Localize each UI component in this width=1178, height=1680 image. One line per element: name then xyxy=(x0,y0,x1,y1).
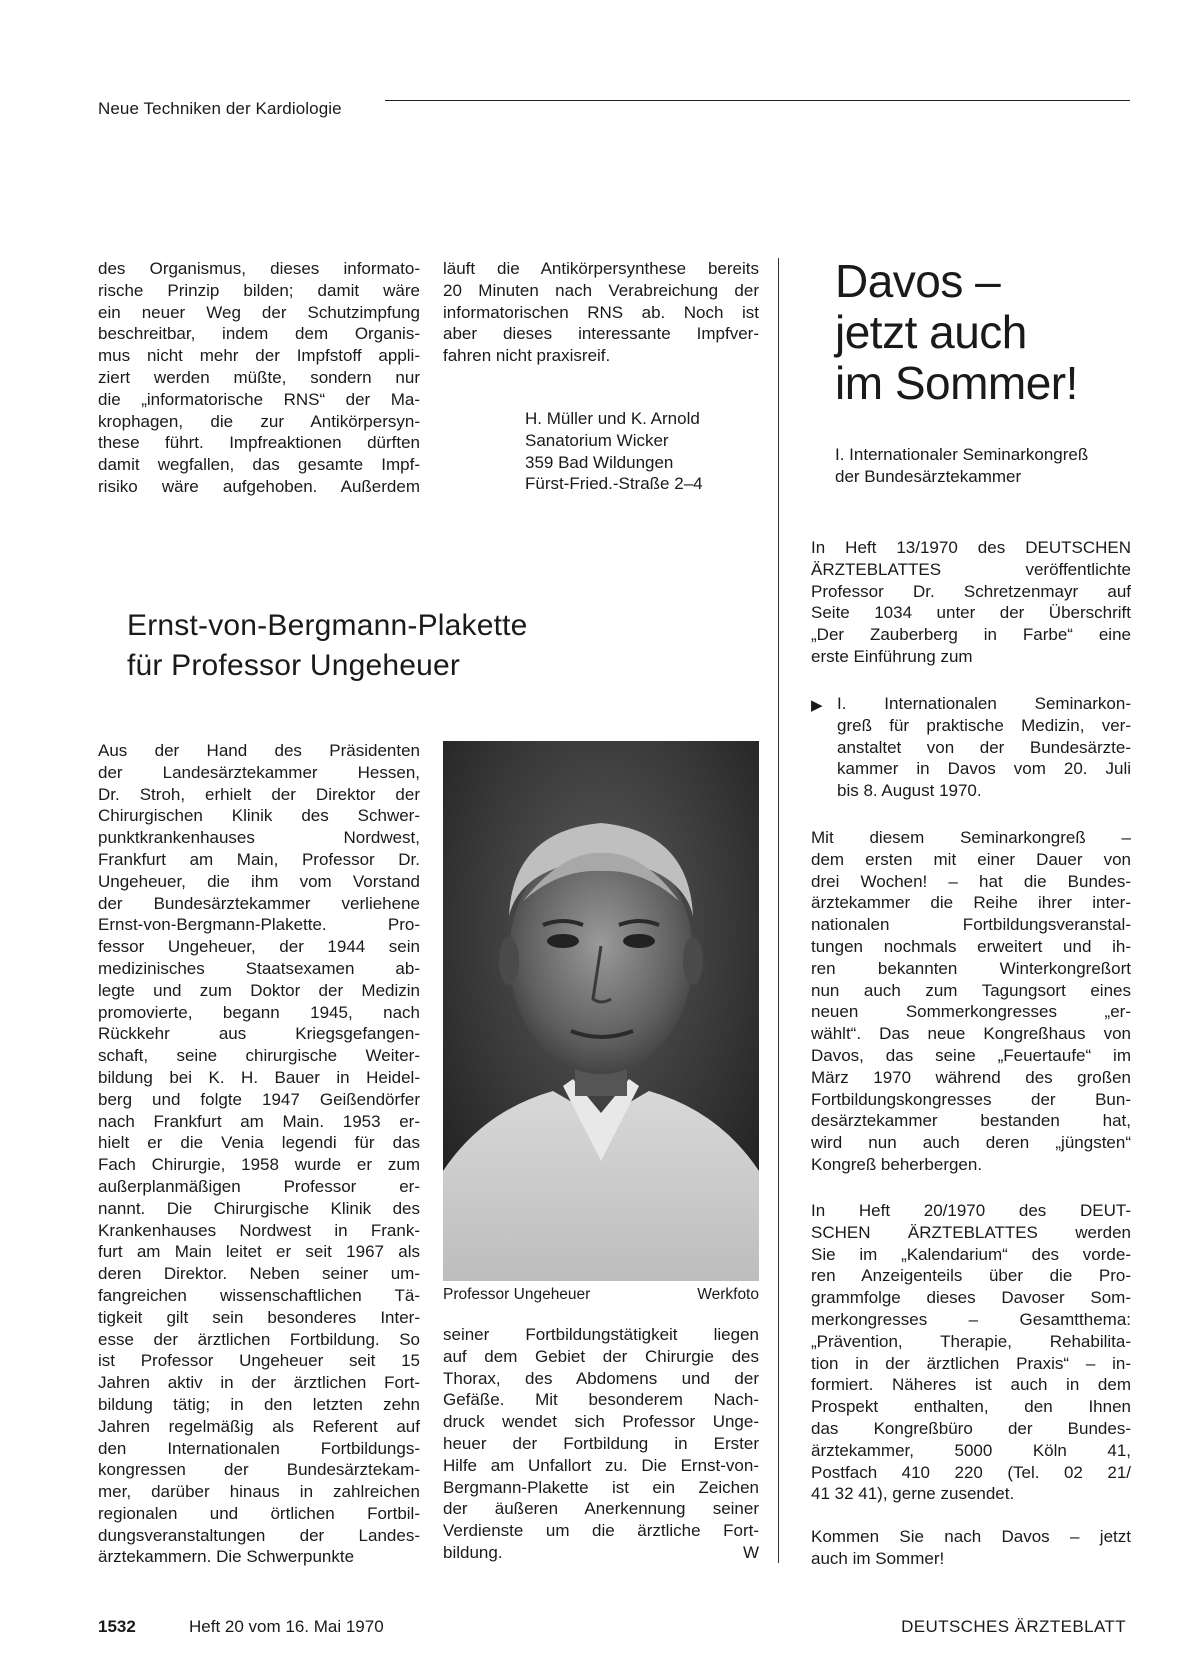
running-header: Neue Techniken der Kardiologie xyxy=(98,99,342,118)
signature-line: 359 Bad Wildungen xyxy=(525,452,674,472)
text-line: bildung bei K. H. Bauer in Heidel- xyxy=(98,1067,420,1087)
text-line: rische Prinzip bilden; damit wäre xyxy=(98,280,420,300)
text-line: 20 Minuten nach Verabreichung der xyxy=(443,280,759,300)
text-line: mus nicht mehr der Impfstoff appli- xyxy=(98,346,420,366)
davos-subhead xyxy=(835,444,1088,488)
text-line: Hilfe am Unfallort zu. Die Ernst-von- xyxy=(443,1455,759,1475)
text-line: Sie im „Kalendarium“ des vorde- xyxy=(811,1244,1131,1264)
text-line: „Prävention, Therapie, Rehabilita- xyxy=(811,1331,1131,1351)
text-line: bildung. W xyxy=(443,1542,759,1562)
text-line: fahren nicht praxisreif. xyxy=(443,346,611,366)
top-article-column-2 xyxy=(443,258,759,367)
text-line: Chirurgischen Klinik des Schwer- xyxy=(98,806,420,826)
headline-line: jetzt auch xyxy=(835,306,1027,358)
text-line: Fortbildungskongresses der Bun- xyxy=(811,1089,1131,1109)
text-line: drei Wochen! – hat die Bundes- xyxy=(811,871,1131,891)
text-line: Prospekt enthalten, den Ihnen xyxy=(811,1397,1131,1417)
plakette-title xyxy=(127,606,528,686)
text-line: der Bundesärztekammer verliehene xyxy=(98,893,420,913)
issue-info: Heft 20 vom 16. Mai 1970 xyxy=(189,1617,384,1636)
text-line: Aus der Hand des Präsidenten xyxy=(98,741,420,760)
text-line: esse der ärztlichen Fortbildung. So xyxy=(98,1329,420,1349)
subhead-line: I. Internationaler Seminarkongreß xyxy=(835,445,1089,464)
text-line: hielt er die Venia legendi für das xyxy=(98,1133,420,1153)
header-rule xyxy=(385,100,1130,101)
text-line: In Heft 13/1970 des DEUTSCHEN xyxy=(811,538,1131,557)
author-signature xyxy=(525,408,703,495)
text-line: berg und folgte 1947 Geißendörfer xyxy=(98,1089,420,1109)
text-line: Postfach 410 220 (Tel. 02 21/ xyxy=(811,1462,1131,1482)
text-line: kammer in Davos vom 20. Juli xyxy=(837,759,1131,779)
davos-paragraph-4 xyxy=(811,1200,1131,1505)
text-line: Frankfurt am Main, Professor Dr. xyxy=(98,849,420,869)
text-line: grammfolge dieses Davoser Som- xyxy=(811,1288,1131,1308)
title-line: für Professor Ungeheuer xyxy=(127,649,461,682)
author-initial: W xyxy=(742,1542,759,1562)
text-line: „Der Zauberberg in Farbe“ eine xyxy=(811,625,1131,645)
text-line: deren Direktor. Neben seiner um- xyxy=(98,1264,420,1284)
plakette-column-2 xyxy=(443,1324,759,1564)
text-line: 41 32 41), gerne zusendet. xyxy=(811,1484,1015,1504)
text-line: aber dieses interessante Impfver- xyxy=(443,324,759,344)
text-line: Krankenhauses Nordwest in Frank- xyxy=(98,1220,420,1240)
text-line: mer, darüber hinaus in zahlreichen xyxy=(98,1482,420,1502)
text-line: Dr. Stroh, erhielt der Direktor der xyxy=(98,784,420,804)
signature-line: H. Müller und K. Arnold xyxy=(525,409,700,428)
text-line: schaft, seine chirurgische Weiter- xyxy=(98,1046,420,1066)
headline-line: im Sommer! xyxy=(835,357,1078,409)
text-line: ein neuer Weg der Schutzimpfung xyxy=(98,302,420,322)
text-line: Mit diesem Seminarkongreß – xyxy=(811,828,1131,847)
top-article-column-1 xyxy=(98,258,420,498)
magazine-name: DEUTSCHES ÄRZTEBLATT xyxy=(901,1617,1126,1636)
davos-paragraph-2 xyxy=(837,693,1131,802)
text-line: neuen Sommerkongresses „er- xyxy=(811,1002,1131,1022)
text-line: SCHEN ÄRZTEBLATTES werden xyxy=(811,1222,1131,1242)
text-line: ärztekammer, 5000 Köln 41, xyxy=(811,1440,1131,1460)
text-line: Kongreß beherbergen. xyxy=(811,1154,983,1174)
text-line: nationalen Fortbildungsveranstal- xyxy=(811,915,1131,935)
text-line: bildung tätig; in den letzten zehn xyxy=(98,1394,420,1414)
text-line: den Internationalen Fortbildungs- xyxy=(98,1438,420,1458)
text-line: dungsveranstaltungen der Landes- xyxy=(98,1525,420,1545)
text-line: Jahren aktiv in der ärztlichen Fort- xyxy=(98,1373,420,1393)
davos-paragraph-1 xyxy=(811,537,1131,668)
text-line: damit wegfallen, das gesamte Impf- xyxy=(98,455,420,475)
text-line: März 1970 während des großen xyxy=(811,1067,1131,1087)
text-line: informatorischen RNS ab. Noch ist xyxy=(443,302,759,322)
arrow-icon: ▶ xyxy=(811,697,823,714)
text-line: furt am Main leitet er seit 1967 als xyxy=(98,1242,420,1262)
plakette-column-1 xyxy=(98,740,420,1568)
text-line: Bergmann-Plakette ist ein Zeichen xyxy=(443,1477,759,1497)
text-line: ziert werden müßte, sondern nur xyxy=(98,367,420,387)
text-line: Ungeheuer, die ihm vom Vorstand xyxy=(98,871,420,891)
text-line: Kommen Sie nach Davos – jetzt xyxy=(811,1527,1131,1546)
text-line: Jahren regelmäßig als Referent auf xyxy=(98,1416,420,1436)
davos-headline xyxy=(835,256,1078,409)
text-line: wählt“. Das neue Kongreßhaus von xyxy=(811,1024,1131,1044)
headline-line: Davos – xyxy=(835,255,1001,307)
text-line: desärztekammer bestanden hat, xyxy=(811,1111,1131,1131)
text-line: fangreichen wissenschaftlichen Tä- xyxy=(98,1285,420,1305)
text-line: In Heft 20/1970 des DEUT- xyxy=(811,1201,1131,1220)
portrait-photo xyxy=(443,741,759,1281)
text-line: these führt. Impfreaktionen dürften xyxy=(98,433,420,453)
text-line: Davos, das seine „Feuertaufe“ im xyxy=(811,1045,1131,1065)
text-line: fessor Ungeheuer, der 1944 sein xyxy=(98,937,420,957)
davos-paragraph-5 xyxy=(811,1526,1131,1570)
text-line: der äußeren Anerkennung seiner xyxy=(443,1499,759,1519)
signature-line: Sanatorium Wicker xyxy=(525,430,669,450)
text-line: dem ersten mit einer Dauer von xyxy=(811,849,1131,869)
text-line: I. Internationalen Seminarkon- xyxy=(837,694,1131,713)
text-line: auf dem Gebiet der Chirurgie des xyxy=(443,1346,759,1366)
text-line: ÄRZTEBLATTES veröffentlichte xyxy=(811,559,1131,579)
signature-line: Fürst-Fried.-Straße 2–4 xyxy=(525,474,703,494)
text-line: ärztekammer die Reihe ihrer inter- xyxy=(811,893,1131,913)
text-line: medizinisches Staatsexamen ab- xyxy=(98,958,420,978)
page-number: 1532 xyxy=(98,1617,136,1636)
text-line: ärztekammern. Die Schwerpunkte xyxy=(98,1547,355,1567)
text-line: ist Professor Ungeheuer seit 15 xyxy=(98,1351,420,1371)
text-line: heuer der Fortbildung in Erster xyxy=(443,1433,759,1453)
caption-text: Professor Ungeheuer xyxy=(443,1286,591,1303)
text-line: Seite 1034 unter der Überschrift xyxy=(811,603,1131,623)
text-line: legte und zum Doktor der Medizin xyxy=(98,980,420,1000)
text-line: Thorax, des Abdomens und der xyxy=(443,1368,759,1388)
text-line: promovierte, begann 1945, nach xyxy=(98,1002,420,1022)
text-line: tigkeit gilt sein besonderes Inter- xyxy=(98,1307,420,1327)
text-line: krophagen, die zur Antikörpersyn- xyxy=(98,411,420,431)
column-divider xyxy=(778,258,779,1563)
text-line: Ernst-von-Bergmann-Plakette. Pro- xyxy=(98,915,420,935)
text-line: tungen nochmals erweitert und ih- xyxy=(811,936,1131,956)
text-line: wird nun auch deren „jüngsten“ xyxy=(811,1133,1131,1153)
text-line: außerplanmäßigen Professor er- xyxy=(98,1176,420,1196)
photo-caption xyxy=(443,1285,759,1305)
davos-paragraph-3 xyxy=(811,827,1131,1176)
text-line: Verdienste um die ärztliche Fort- xyxy=(443,1521,759,1541)
text-line: merkongresses – Gesamtthema: xyxy=(811,1309,1131,1329)
text-line: die „informatorische RNS“ der Ma- xyxy=(98,389,420,409)
text-line: bis 8. August 1970. xyxy=(837,781,982,801)
text-line: tion in der ärztlichen Praxis“ – in- xyxy=(811,1353,1131,1373)
text-line: Professor Dr. Schretzenmayr auf xyxy=(811,581,1131,601)
text-line: des Organismus, dieses informato- xyxy=(98,259,420,278)
text-line: ren Anzeigenteils über die Pro- xyxy=(811,1266,1131,1286)
subhead-line: der Bundesärztekammer xyxy=(835,466,1022,486)
text-line: ren bekannten Winterkongreßort xyxy=(811,958,1131,978)
text-line: seiner Fortbildungstätigkeit liegen xyxy=(443,1325,759,1344)
text-line: greß für praktische Medizin, ver- xyxy=(837,715,1131,735)
text-line: formiert. Näheres ist auch in dem xyxy=(811,1375,1131,1395)
text-line: das Kongreßbüro der Bundes- xyxy=(811,1418,1131,1438)
text-line: kongressen der Bundesärztekam- xyxy=(98,1460,420,1480)
text-line: Rückkehr aus Kriegsgefangen- xyxy=(98,1024,420,1044)
text-line: druck wendet sich Professor Unge- xyxy=(443,1412,759,1432)
text-line: risiko wäre aufgehoben. Außerdem xyxy=(98,476,420,496)
text-line: auch im Sommer! xyxy=(811,1548,945,1568)
text-line: nannt. Die Chirurgische Klinik des xyxy=(98,1198,420,1218)
text-line: regionalen und örtlichen Fortbil- xyxy=(98,1503,420,1523)
text-line: Fach Chirurgie, 1958 wurde er zum xyxy=(98,1155,420,1175)
text-line: nun auch zum Tagungsort eines xyxy=(811,980,1131,1000)
text-line: punktkrankenhauses Nordwest, xyxy=(98,828,420,848)
photo-credit: Werkfoto xyxy=(697,1286,759,1303)
text-line: erste Einführung zum xyxy=(811,646,973,666)
title-line: Ernst-von-Bergmann-Plakette xyxy=(127,609,528,642)
text-line: nach Frankfurt am Main. 1953 er- xyxy=(98,1111,420,1131)
text-line: der Landesärztekammer Hessen, xyxy=(98,762,420,782)
text-line: läuft die Antikörpersynthese bereits xyxy=(443,259,759,278)
text-line: anstaltet von der Bundesärzte- xyxy=(837,737,1131,757)
text-line: Gefäße. Mit besonderem Nach- xyxy=(443,1390,759,1410)
text-line: beschreitbar, indem dem Organis- xyxy=(98,324,420,344)
